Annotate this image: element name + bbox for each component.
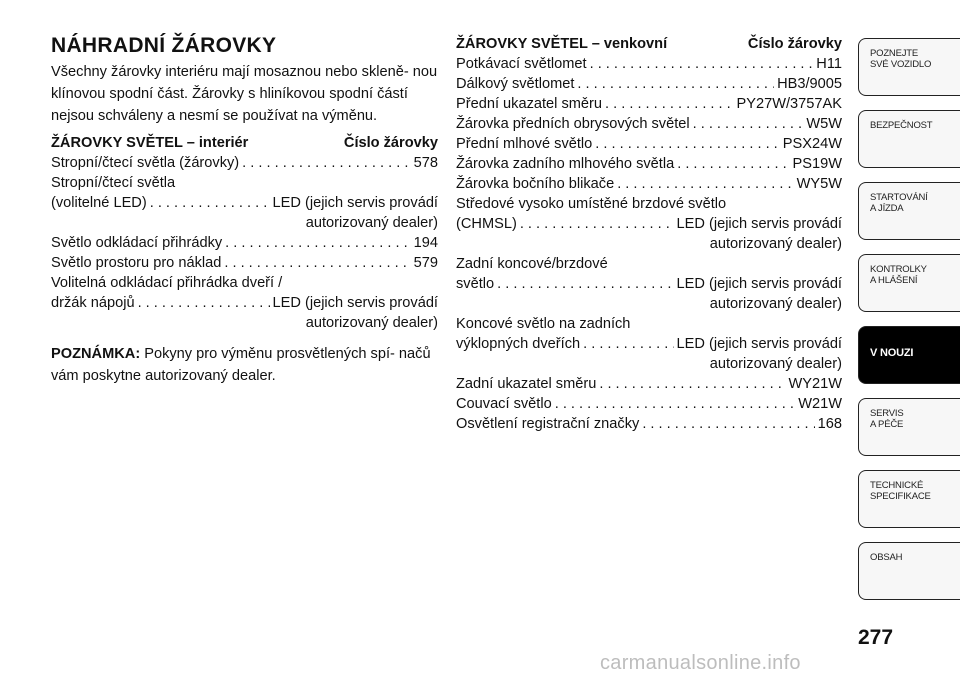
bulb-location: Zadní ukazatel směru xyxy=(456,376,597,392)
bulb-row-label: Stropní/čtecí světla xyxy=(51,175,176,192)
bulb-location: (CHMSL) xyxy=(456,216,517,232)
right-column xyxy=(456,34,842,434)
bulb-row xyxy=(456,154,842,174)
dot-leader xyxy=(555,394,796,414)
bulb-row-label: Středové vysoko umístěné brzdové světlo xyxy=(456,196,727,212)
chapter-tab[interactable] xyxy=(858,398,960,456)
bulb-location: Dálkový světlomet xyxy=(456,76,575,92)
bulb-number: 579 xyxy=(413,255,438,272)
bulb-location: držák nápojů xyxy=(51,295,135,312)
dot-leader xyxy=(225,233,410,253)
chapter-tab-label: A HLÁŠENÍ xyxy=(870,275,918,286)
exterior-table-header xyxy=(456,34,842,54)
intro-paragraph: Všechny žárovky interiéru mají mosaznou nebo skleně- nou klínovou spodní část. Žárovky s hliníkovou spodní částí nejsou schváleny a nesmí se používat na výměnu. xyxy=(51,64,438,125)
chapter-tab-label: BEZPEČNOST xyxy=(870,120,933,131)
dot-leader xyxy=(138,293,270,313)
chapter-tab-label: OBSAH xyxy=(870,552,903,563)
bulb-number: LED (jejich servis provádí xyxy=(676,216,842,232)
dot-leader xyxy=(642,414,814,434)
interior-table-header xyxy=(51,133,438,153)
bulb-row xyxy=(456,74,842,94)
bulb-row xyxy=(456,414,842,434)
chapter-tab-label: STARTOVÁNÍ xyxy=(870,192,928,203)
bulb-number: 578 xyxy=(413,155,438,172)
bulb-row xyxy=(456,274,842,294)
chapter-tab[interactable] xyxy=(858,542,960,600)
bulb-number: LED (jejich servis provádí xyxy=(676,336,842,352)
chapter-tab[interactable] xyxy=(858,254,960,312)
bulb-location: Světlo odkládací přihrádky xyxy=(51,235,223,252)
bulb-row xyxy=(51,293,438,313)
dot-leader xyxy=(693,114,804,134)
bulb-number: H11 xyxy=(816,56,842,72)
bulb-number: LED (jejich servis provádí xyxy=(272,195,438,212)
bulb-location: Žárovka zadního mlhového světla xyxy=(456,156,675,172)
dot-leader xyxy=(599,374,785,394)
bulb-location: Osvětlení registrační značky xyxy=(456,416,640,432)
exterior-header-bulb: Číslo žárovky xyxy=(747,36,842,52)
bulb-row xyxy=(456,214,842,234)
section-title: NÁHRADNÍ ŽÁROVKY xyxy=(51,34,277,57)
chapter-tab[interactable] xyxy=(858,326,960,384)
bulb-location: Světlo prostoru pro náklad xyxy=(51,255,222,272)
bulb-row xyxy=(51,253,438,273)
chapter-tabs xyxy=(858,38,960,614)
chapter-tab-label: V NOUZI xyxy=(870,347,914,359)
bulb-number: WY5W xyxy=(796,176,842,192)
bulb-number: WY21W xyxy=(788,376,842,392)
bulb-row-label: Zadní koncové/brzdové xyxy=(456,256,608,272)
bulb-location: Přední ukazatel směru xyxy=(456,96,603,112)
chapter-tab-label: SERVIS xyxy=(870,408,904,419)
dot-leader xyxy=(605,94,734,114)
bulb-location: (volitelné LED) xyxy=(51,195,147,212)
bulb-row xyxy=(456,334,842,354)
chapter-tab-label: A PÉČE xyxy=(870,419,904,430)
interior-header-bulb: Číslo žárovky xyxy=(343,135,438,152)
note-text: Pokyny pro výměnu prosvětlených spí- načů vám poskytne autorizovaný dealer. xyxy=(51,346,431,385)
dot-leader xyxy=(520,214,674,234)
bulb-location: Potkávací světlomet xyxy=(456,56,587,72)
interior-header-label: ŽÁROVKY SVĚTEL – interiér xyxy=(51,135,249,152)
bulb-row xyxy=(456,54,842,74)
bulb-row-label: Volitelná odkládací přihrádka dveří / xyxy=(51,275,283,292)
bulb-row xyxy=(456,174,842,194)
bulb-number: HB3/9005 xyxy=(777,76,842,92)
dot-leader xyxy=(577,74,774,94)
bulb-number: LED (jejich servis provádí xyxy=(272,295,438,312)
bulb-row-label: Koncové světlo na zadních xyxy=(456,316,631,332)
chapter-tab-label: POZNEJTE xyxy=(870,48,919,59)
chapter-tab[interactable] xyxy=(858,110,960,168)
bulb-row xyxy=(456,394,842,414)
bulb-location: Stropní/čtecí světla (žárovky) xyxy=(51,155,240,172)
dot-leader xyxy=(590,54,814,74)
note xyxy=(51,343,438,387)
bulb-number: LED (jejich servis provádí xyxy=(676,276,842,292)
chapter-tab[interactable] xyxy=(858,182,960,240)
dot-leader xyxy=(497,274,673,294)
bulb-number: 194 xyxy=(413,235,438,252)
bulb-row xyxy=(51,153,438,173)
dot-leader xyxy=(150,193,270,213)
exterior-bulb-list xyxy=(456,54,842,434)
bulb-row xyxy=(456,134,842,154)
dot-leader xyxy=(617,174,793,194)
bulb-number: PS19W xyxy=(792,156,842,172)
chapter-tab-label: TECHNICKÉ xyxy=(870,480,924,491)
bulb-row xyxy=(51,193,438,213)
bulb-row-continuation: autorizovaný dealer) xyxy=(709,356,842,372)
bulb-location: výklopných dveřích xyxy=(456,336,581,352)
page-number: 277 xyxy=(858,626,894,649)
chapter-tab-label: SPECIFIKACE xyxy=(870,491,931,502)
dot-leader xyxy=(224,253,410,273)
chapter-tab[interactable] xyxy=(858,38,960,96)
note-label: POZNÁMKA: xyxy=(51,346,141,363)
bulb-row xyxy=(456,114,842,134)
bulb-row xyxy=(51,233,438,253)
bulb-number: PY27W/3757AK xyxy=(736,96,842,112)
bulb-row-continuation: autorizovaný dealer) xyxy=(709,236,842,252)
dot-leader xyxy=(595,134,780,154)
chapter-tab[interactable] xyxy=(858,470,960,528)
bulb-row-continuation: autorizovaný dealer) xyxy=(709,296,842,312)
bulb-row-continuation: autorizovaný dealer) xyxy=(305,315,438,332)
bulb-row xyxy=(456,374,842,394)
bulb-number: W5W xyxy=(806,116,842,132)
interior-bulb-list xyxy=(51,153,438,333)
watermark: carmanualsonline.info xyxy=(600,652,801,674)
bulb-location: Couvací světlo xyxy=(456,396,552,412)
bulb-number: PSX24W xyxy=(782,136,842,152)
bulb-number: 168 xyxy=(817,416,842,432)
chapter-tab-label: A JÍZDA xyxy=(870,203,904,214)
bulb-location: Přední mlhové světlo xyxy=(456,136,593,152)
exterior-header-label: ŽÁROVKY SVĚTEL – venkovní xyxy=(456,36,668,52)
bulb-number: W21W xyxy=(798,396,842,412)
chapter-tab-label: SVÉ VOZIDLO xyxy=(870,59,932,70)
bulb-row-continuation: autorizovaný dealer) xyxy=(305,215,438,232)
left-column xyxy=(51,34,438,387)
chapter-tab-label: KONTROLKY xyxy=(870,264,927,275)
dot-leader xyxy=(583,334,673,354)
bulb-location: Žárovka bočního blikače xyxy=(456,176,615,192)
dot-leader xyxy=(242,153,410,173)
bulb-location: Žárovka předních obrysových světel xyxy=(456,116,690,132)
bulb-row xyxy=(456,94,842,114)
dot-leader xyxy=(677,154,789,174)
bulb-location: světlo xyxy=(456,276,495,292)
